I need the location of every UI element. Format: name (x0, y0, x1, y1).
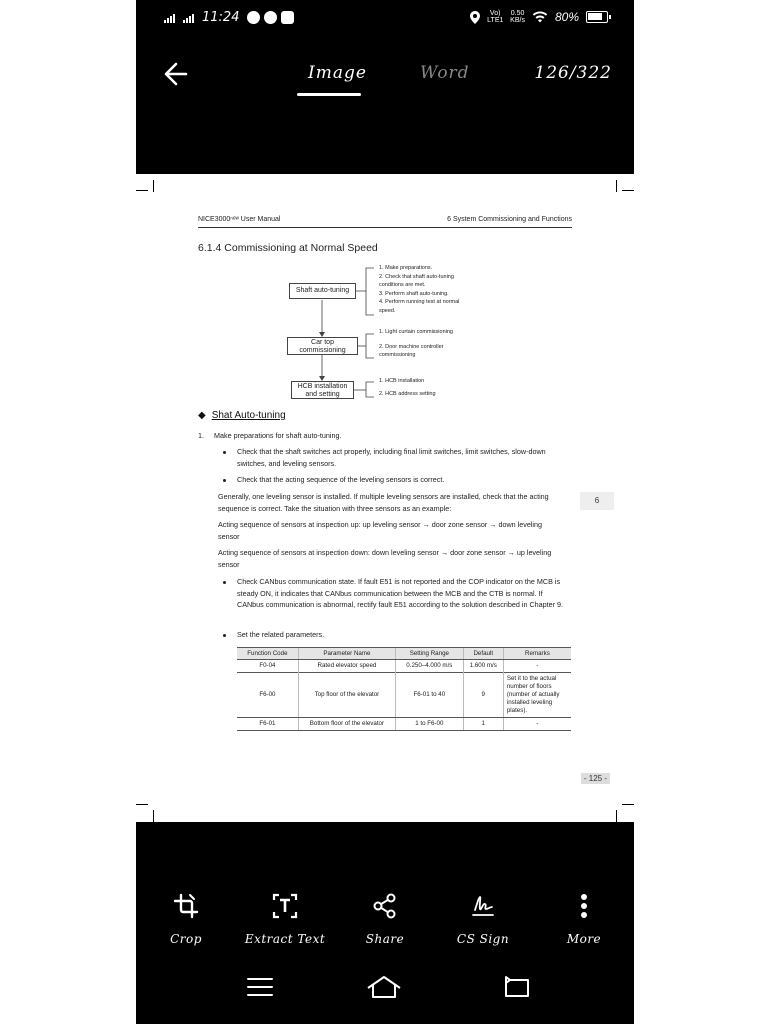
table-cell: F0-04 (259, 662, 276, 669)
bullet-dot (223, 451, 226, 454)
bottom-toolbar (136, 822, 634, 1024)
section-title: 6.1.4 Commissioning at Normal Speed (198, 242, 378, 254)
crop-button[interactable] (141, 892, 231, 946)
subsection-title: Shat Auto-tuning (211, 410, 286, 421)
page-counter: 126/322 (534, 63, 612, 83)
crop-label: Crop (170, 932, 202, 946)
table-cell: 0.250–4.000 m/s (396, 660, 464, 673)
battery-icon (586, 11, 608, 23)
media-notification-icon (264, 11, 277, 24)
flow-notes-1: 1. Make preparations. 2. Check that shaft auto-tuning conditions are met. 3. Perform shaft auto-tuning. 4. Perform running test at normal speed. (379, 265, 460, 314)
table-cell: Top floor of the elevator (298, 673, 395, 718)
cs-sign-button[interactable] (438, 892, 528, 946)
extract-text-label: Extract Text (244, 932, 326, 946)
signature-icon (469, 892, 497, 920)
page-footer: - 125 - (581, 773, 610, 784)
top-bar (136, 0, 634, 174)
share-button[interactable] (340, 892, 430, 946)
parameter-table (237, 647, 571, 731)
app-notification-icon (247, 11, 260, 24)
signal-2-icon (183, 13, 194, 23)
tab-image[interactable]: Image (308, 63, 367, 83)
more-label: More (566, 932, 602, 946)
chapter-tab: 6 (580, 492, 614, 510)
bullet-set-parameters: Set the related parameters. (237, 630, 325, 639)
table-row (237, 673, 571, 718)
paragraph-inspection-up: Acting sequence of sensors at inspection up: up leveling sensor → door zone sensor → down leveling sensor (218, 520, 543, 541)
flow-box-shaft-auto-tuning: Shaft auto-tuning (289, 283, 356, 299)
crop-mark (616, 810, 617, 822)
bullet-shaft-switches: Check that the shaft switches act properly, including final limit switches, limit switches, slow-down switches, and leveling sensors. (237, 447, 546, 468)
table-header: Remarks (503, 648, 571, 660)
bullet-canbus (237, 576, 571, 611)
tab-image-underline (297, 93, 361, 96)
tab-word[interactable]: Word (420, 63, 470, 83)
doc-header-right: 6 System Commissioning and Functions (447, 216, 572, 223)
doc-header-left: NICE3000ⁿᵉʷ User Manual (198, 216, 281, 223)
status-time: 11:24 (202, 10, 240, 25)
bullet-dot (223, 479, 226, 482)
paragraph-inspection-down: Acting sequence of sensors at inspection down: down leveling sensor → door zone sensor → up leveling sensor (218, 548, 552, 569)
menu-icon[interactable] (240, 972, 280, 1002)
table-cell: Rated elevator speed (298, 660, 395, 673)
table-cell: Bottom floor of the elevator (298, 718, 395, 731)
table-cell: F6-00 (237, 673, 298, 718)
table-cell: 1.600 m/s (463, 660, 503, 673)
table-row (237, 660, 571, 673)
speed-value: 0.50 (510, 10, 525, 17)
speed-unit: KB/s (510, 17, 525, 24)
volte-indicator: Vo) LTE1 (487, 10, 504, 24)
step-number: 1. (198, 431, 204, 440)
status-bar (136, 8, 634, 30)
battery-percent: 80% (554, 10, 579, 24)
cs-sign-label: CS Sign (456, 932, 510, 946)
table-header: Default (463, 648, 503, 660)
paragraph-leveling-sensors: Generally, one leveling sensor is installed. If multiple leveling sensors are installed, check that the acting sequence is correct. Take the situation with three sensors as an example: (218, 492, 549, 513)
location-icon (470, 11, 480, 24)
table-cell: F6-01 to 40 (396, 673, 464, 718)
network-speed (510, 10, 525, 24)
table-cell: 1 to F6-00 (396, 718, 464, 731)
subsection-heading: ◆ Shat Auto-tuning (198, 410, 286, 421)
table-header: Setting Range (396, 648, 464, 660)
extract-text-button[interactable] (240, 892, 330, 946)
crop-mark (622, 804, 634, 805)
flow-box-hcb: HCB installation and setting (291, 381, 354, 399)
crop-mark (153, 810, 154, 822)
back-icon[interactable] (496, 972, 536, 1002)
table-cell: - (503, 660, 571, 673)
bullet-canbus-text: Check CANbus communication state. If fault E51 is not reported and the COP indicator on the MCB is steady ON, it indicates that CANbus communication between the MCB and the CTB is normal. If CANbus communication is abnormal, rectify fault E51 according to the solution described in Chapter 9. (237, 577, 563, 609)
table-cell: Set it to the actual number of floors (number of actually installed leveling plates). (503, 673, 571, 718)
more-button[interactable] (539, 892, 629, 946)
share-label: Share (365, 932, 405, 946)
crop-mark (136, 804, 148, 805)
extract-text-icon (271, 892, 299, 920)
home-icon[interactable] (364, 972, 404, 1002)
flow-box-car-top: Car top commissioning (287, 337, 358, 355)
wifi-icon (532, 11, 548, 23)
table-cell: - (503, 718, 571, 731)
table-header: Parameter Name (298, 648, 395, 660)
message-notification-icon (281, 11, 294, 24)
table-header: Function Code (237, 648, 298, 660)
bullet-dot (223, 634, 226, 637)
phone-viewport (136, 0, 634, 1024)
table-cell: 1 (463, 718, 503, 731)
table-row (237, 718, 571, 731)
viewer-nav (136, 55, 634, 95)
bullet-dot (223, 581, 226, 584)
more-vertical-icon (570, 892, 598, 920)
signal-1-icon (164, 13, 175, 23)
table-cell: 9 (463, 673, 503, 718)
bullet-acting-sequence: Check that the acting sequence of the leveling sensors is correct. (237, 475, 445, 484)
back-arrow-icon[interactable] (160, 59, 190, 89)
table-cell: F6-01 (237, 718, 298, 731)
flow-notes-2: 1. Light curtain commissioning 2. Door machine controller commissioning (379, 329, 453, 358)
flow-notes-3: 1. HCB installation 2. HCB address setting (379, 378, 436, 397)
step-text: Make preparations for shaft auto-tuning. (214, 431, 342, 440)
crop-icon (172, 892, 200, 920)
document-page (136, 174, 634, 822)
share-icon (371, 892, 399, 920)
